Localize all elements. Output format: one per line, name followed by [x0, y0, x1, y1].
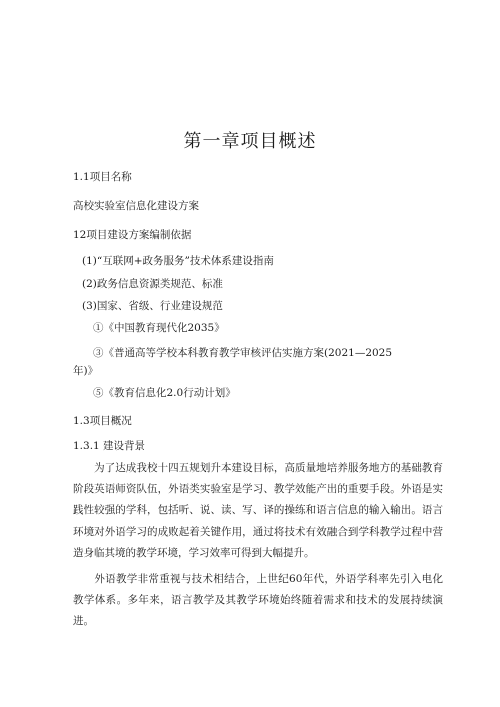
project-name: 高校实验室信息化建设方案	[73, 200, 199, 212]
regulation-item-3: ③《普通高等学校本科教育教学审核评估实施方案(2021—2025	[93, 347, 393, 359]
basis-item-3: (3)国家、省级、行业建设规范	[82, 300, 223, 312]
section-heading-1-2: 12项目建设方案编制依据	[73, 229, 192, 241]
basis-item-2: (2)政务信息资源类规范、标准	[82, 278, 223, 290]
regulation-item-3-continued: 年)》	[73, 365, 99, 377]
basis-item-1: (1)“互联网+政务服务”技术体系建设指南	[82, 255, 274, 267]
section-heading-1-3: 1.3项目概况	[73, 415, 132, 427]
section-heading-1-1: 1.1项目名称	[73, 171, 132, 183]
subsection-heading-1-3-1: 1.3.1 建设背景	[73, 440, 146, 452]
background-paragraph-2: 外语教学非常重视与技术相结合，上世纪60年代，外语学科率先引入电化教学体系。多年来，语言教学及其教学环境始终随着需求和技术的发展持续演进。	[73, 573, 443, 628]
regulation-item-1: ①《中国教育现代化2035》	[93, 322, 225, 334]
regulation-item-5: ⑤《教育信息化2.0行动计划》	[93, 387, 236, 399]
background-paragraph-1: 为了达成我校十四五规划升本建设目标，高质量地培养服务地方的基础教育阶段英语师资队伍，外语类实验室是学习、教学效能产出的重要手段。外语是实践性较强的学科，包括听、说、读、写、译的操练和语言信息的输入输出。语言环境对外语学习的成败起着关键作用，通过将技术有效融合到学科教学过程中营造身临其境的教学环境，学习效率可得到大幅提升。	[73, 462, 443, 559]
chapter-title: 第一章项目概述	[183, 131, 317, 152]
